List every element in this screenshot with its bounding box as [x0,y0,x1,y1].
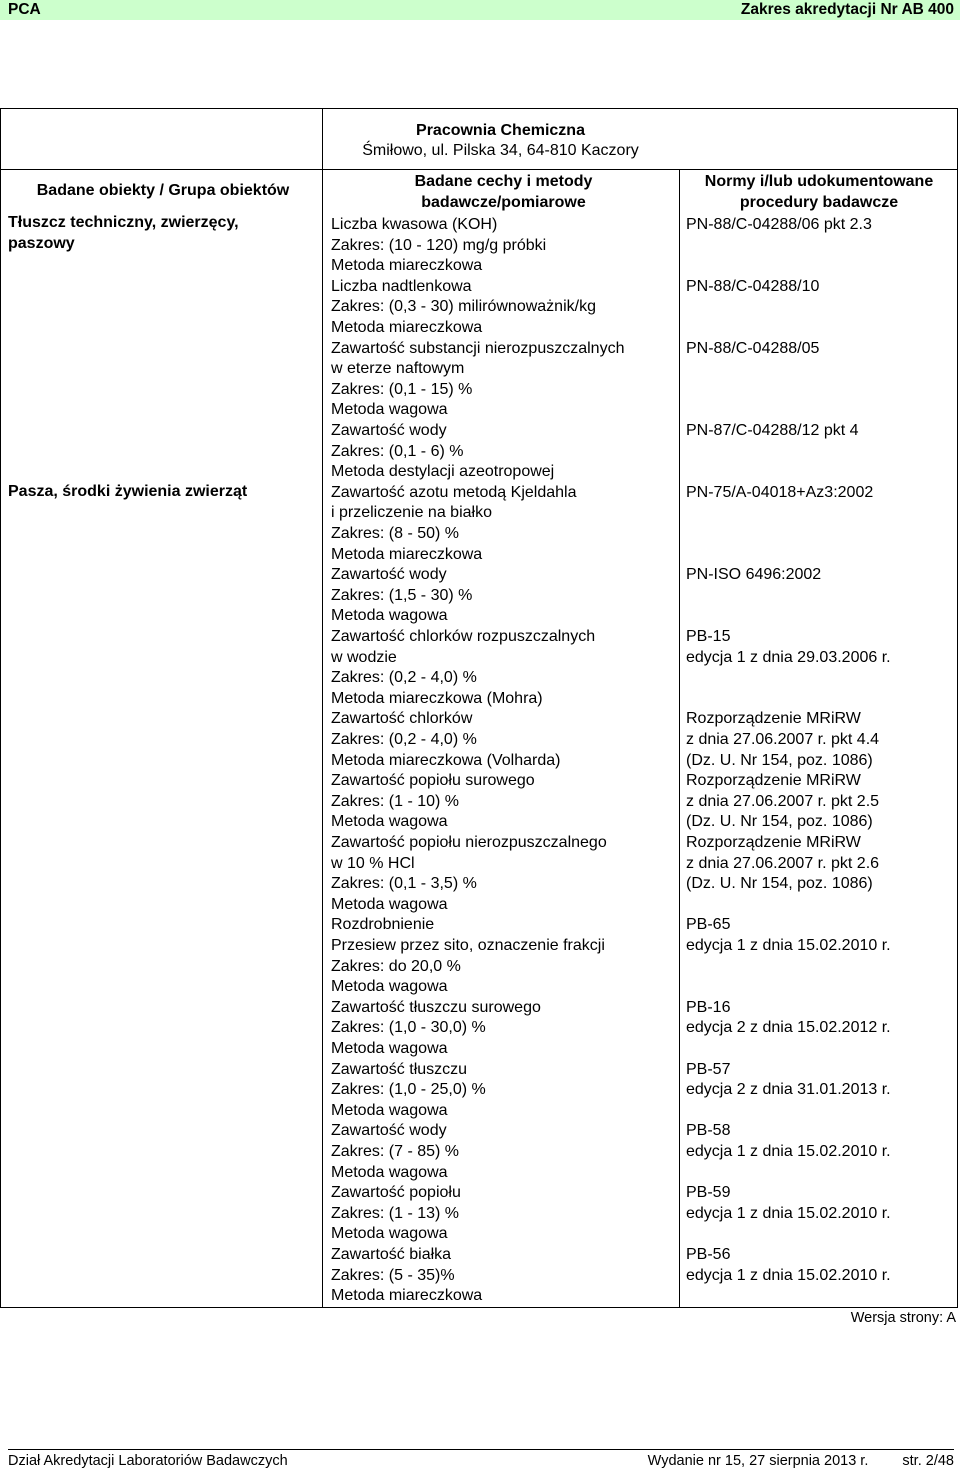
header-left: PCA [8,1,41,18]
method-line: Zakres: (1 - 10) % [331,792,460,810]
group-2 [8,482,318,503]
header-methods [331,172,676,213]
method-line: Metoda wagowa [331,607,448,625]
method-line: Metoda miareczkowa [331,545,483,563]
header-norms-line: procedury badawcze [739,193,899,211]
method-line: Metoda miareczkowa [331,1287,483,1305]
method-line: Zakres: (7 - 85) % [331,1142,460,1160]
method-cell [331,1183,676,1245]
header-methods-line: Badane cechy i metody [414,173,593,190]
method-line: Zawartość wody [331,1122,447,1140]
method-line: w wodzie [331,648,397,666]
norm-cell [686,421,956,442]
method-line: Zawartość chlorków rozpuszczalnych [331,628,596,645]
method-line: Przesiew przez sito, oznaczenie frakcji [331,936,605,954]
method-line: Zakres: (0,2 - 4,0) % [331,669,477,687]
norm-line: edycja 1 z dnia 29.03.2006 r. [686,648,891,666]
method-cell [331,1121,676,1183]
column-divider-1 [322,108,323,1308]
norm-line: edycja 1 z dnia 15.02.2010 r. [686,1142,891,1160]
method-cell [331,833,676,915]
footer-right [618,1453,954,1469]
method-line: Zawartość wody [331,422,447,439]
method-line: Metoda wagowa [331,1225,448,1243]
method-line: Zakres: (10 - 120) mg/g próbki [331,236,547,254]
lab-name: Pracownia Chemiczna [416,122,585,139]
method-line: Zawartość chlorków [331,710,473,728]
method-line: Zakres: (1,0 - 25,0) % [331,1081,486,1099]
norm-cell [686,1245,956,1286]
method-line: w 10 % HCl [331,854,415,872]
norm-cell [686,339,956,360]
method-line: Zakres: (0,1 - 3,5) % [331,875,477,893]
method-cell [331,771,676,833]
method-line: Rozdrobnienie [331,916,435,934]
group-1-line: Tłuszcz techniczny, zwierzęcy, [8,214,239,231]
method-line: Metoda miareczkowa (Mohra) [331,689,543,707]
method-line: Zawartość popiołu surowego [331,772,535,790]
method-line: Zakres: (8 - 50) % [331,524,460,542]
method-cell [331,915,676,997]
method-cell [331,339,676,421]
method-cell [331,1245,676,1307]
norm-line: PB-16 [686,998,731,1016]
norm-cell [686,915,956,956]
norm-line: PB-15 [686,628,731,645]
document-footer [8,1449,954,1469]
method-line: Zawartość tłuszczu [331,1060,468,1078]
method-cell [331,483,676,565]
method-cell [331,277,676,339]
footer-organization: Dział Akredytacji Laboratoriów Badawczych [8,1453,288,1469]
method-line: Zawartość popiołu [331,1184,461,1202]
norm-cell [686,565,956,586]
norm-line: PN-ISO 6496:2002 [686,566,822,584]
norm-line: Rozporządzenie MRiRW [686,834,861,851]
footer-page: str. 2/48 [902,1453,954,1469]
norm-line: edycja 1 z dnia 15.02.2010 r. [686,1266,891,1284]
method-line: Zakres: (0,1 - 6) % [331,442,464,460]
group-2-line: Pasza, środki żywienia zwierząt [8,483,248,500]
group-1 [8,213,318,254]
header-objects: Badane obiekty / Grupa obiektów [36,182,290,199]
method-line: Metoda miareczkowa [331,318,483,336]
method-line: Zakres: (0,3 - 30) milirównoważnik/kg [331,298,596,316]
method-line: Metoda wagowa [331,401,448,419]
method-cell [331,998,676,1060]
norm-cell [686,215,956,236]
method-cell [331,565,676,627]
method-cell [331,1060,676,1122]
norm-cell [686,709,956,771]
method-line: Metoda miareczkowa (Volharda) [331,751,561,769]
norm-line: (Dz. U. Nr 154, poz. 1086) [686,875,873,893]
method-cell [331,421,676,483]
method-line: Liczba nadtlenkowa [331,277,472,295]
norm-line: z dnia 27.06.2007 r. pkt 2.5 [686,792,880,810]
norm-line: z dnia 27.06.2007 r. pkt 4.4 [686,730,880,748]
norm-cell [686,277,956,298]
norm-line: Rozporządzenie MRiRW [686,772,861,790]
method-line: Metoda wagowa [331,978,448,996]
method-line: Zawartość tłuszczu surowego [331,998,541,1016]
header-norms [680,172,958,213]
norm-line: PN-75/A-04018+Az3:2002 [686,483,874,501]
method-line: Metoda destylacji azeotropowej [331,463,555,481]
column-divider-2 [679,170,680,1308]
method-line: Zakres: (1,5 - 30) % [331,586,473,604]
method-line: Metoda wagowa [331,1039,448,1057]
header-right: Zakres akredytacji Nr AB 400 [740,1,954,18]
header-norms-line: Normy i/lub udokumentowane [704,173,934,190]
method-line: w eterze naftowym [331,360,465,378]
norm-line: PB-57 [686,1060,731,1078]
norm-cell [686,998,956,1039]
norm-cell [686,627,956,668]
method-line: Zakres: (1,0 - 30,0) % [331,1019,486,1037]
method-line: Zawartość popiołu nierozpuszczalnego [331,834,607,851]
method-line: Metoda miareczkowa [331,257,483,275]
method-line: Metoda wagowa [331,1163,448,1181]
method-line: Zawartość białka [331,1246,452,1263]
norm-cell [686,1183,956,1224]
norm-line: PN-88/C-04288/05 [686,339,820,357]
norm-cell [686,771,956,833]
method-line: Zakres: (1 - 13) % [331,1204,460,1222]
method-line: Liczba kwasowa (KOH) [331,216,498,233]
norm-line: PB-56 [686,1246,731,1263]
norm-cell [686,483,956,504]
norm-line: Rozporządzenie MRiRW [686,710,861,728]
method-line: Zawartość azotu metodą Kjeldahla [331,483,577,501]
norm-line: (Dz. U. Nr 154, poz. 1086) [686,813,873,831]
lab-address: Śmiłowo, ul. Pilska 34, 64-810 Kaczory [362,142,639,159]
header-methods-line: badawcze/pomiarowe [421,193,586,211]
norm-line: PB-59 [686,1184,731,1202]
norm-line: z dnia 27.06.2007 r. pkt 2.6 [686,854,880,872]
method-line: Metoda wagowa [331,895,448,913]
method-line: Metoda wagowa [331,813,448,831]
norm-line: PN-88/C-04288/06 pkt 2.3 [686,216,872,233]
method-line: Zakres: (5 - 35)% [331,1266,455,1284]
norm-line: PB-58 [686,1122,731,1140]
norm-line: edycja 1 z dnia 15.02.2010 r. [686,1204,891,1222]
norm-line: edycja 2 z dnia 15.02.2012 r. [686,1019,891,1037]
method-line: Zakres: do 20,0 % [331,957,461,975]
norm-cell [686,1121,956,1162]
method-line: Zakres: (0,1 - 15) % [331,380,473,398]
norm-line: (Dz. U. Nr 154, poz. 1086) [686,751,873,769]
method-cell [331,215,676,277]
document-header [0,0,960,20]
method-line: Zawartość wody [331,566,447,584]
norm-cell [686,1060,956,1101]
group-1-line: paszowy [8,234,75,252]
norm-cell [686,833,956,895]
method-line: Zawartość substancji nierozpuszczalnych [331,339,625,357]
norm-line: PN-88/C-04288/10 [686,277,820,295]
method-line: Metoda wagowa [331,1101,448,1119]
norm-line: PB-65 [686,916,731,934]
page-version: Wersja strony: A [850,1310,956,1326]
footer-edition: Wydanie nr 15, 27 sierpnia 2013 r. [647,1453,869,1469]
norm-line: edycja 2 z dnia 31.01.2013 r. [686,1081,891,1099]
norm-line: PN-87/C-04288/12 pkt 4 [686,422,859,439]
norm-line: edycja 1 z dnia 15.02.2010 r. [686,936,891,954]
method-line: Zakres: (0,2 - 4,0) % [331,730,477,748]
method-cell [331,709,676,771]
method-line: i przeliczenie na białko [331,504,492,522]
method-cell [331,627,676,709]
